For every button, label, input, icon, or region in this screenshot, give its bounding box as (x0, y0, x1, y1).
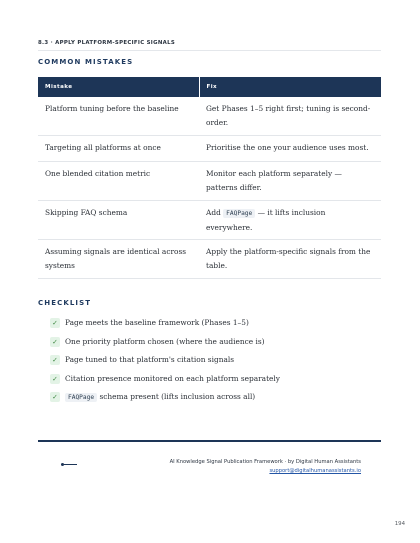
table-row (38, 136, 381, 162)
checklist-item-text: Citation presence monitored on each platform separately (65, 373, 280, 383)
checkmark-icon: ✓ (50, 374, 60, 384)
checklist-item-text: Page meets the baseline framework (Phases 1–5) (65, 318, 249, 327)
fix-suffix: — it lifts inclusion everywhere. (206, 208, 326, 232)
table-row (38, 162, 381, 201)
footer-attribution: AI Knowledge Signal Publication Framework · by Digital Human Assistants (169, 459, 361, 465)
table-row (38, 97, 381, 136)
checklist-item (50, 337, 280, 356)
mistake-cell: Targeting all platforms at once (38, 136, 199, 162)
column-header-mistake: Mistake (38, 77, 199, 97)
checklist-title: CHECKLIST (38, 299, 92, 307)
table-row (38, 240, 381, 279)
table-row (38, 201, 381, 240)
checklist-item (50, 355, 280, 374)
checkmark-icon: ✓ (50, 392, 60, 402)
table-header-row (38, 77, 381, 97)
checklist-item-text: One priority platform chosen (where the audience is) (65, 336, 265, 346)
checklist-item-text (65, 392, 255, 401)
fix-cell: Prioritise the one your audience uses most. (199, 136, 381, 162)
checklist-item (50, 318, 280, 337)
fix-prefix: Add (206, 208, 221, 217)
footer-credit (170, 458, 361, 476)
checkmark-icon: ✓ (50, 318, 60, 328)
page-number: 194 (394, 521, 405, 527)
brand-logo-icon (61, 461, 77, 467)
checkmark-icon: ✓ (50, 355, 60, 365)
footer-divider (38, 440, 381, 442)
checklist-item-text: Page tuned to that platform's citation signals (65, 355, 235, 365)
checklist-item (50, 392, 280, 411)
fix-cell: Monitor each platform separately — patterns differ. (199, 162, 381, 201)
column-header-fix: Fix (199, 77, 381, 97)
checklist (50, 318, 280, 411)
fix-cell (199, 201, 381, 240)
checklist-item-suffix: schema present (lifts inclusion across all) (99, 392, 256, 402)
fix-cell: Get Phases 1–5 right first; tuning is second-order. (199, 97, 381, 136)
checklist-item (50, 374, 280, 393)
mistake-cell: Platform tuning before the baseline (38, 97, 199, 136)
common-mistakes-title: COMMON MISTAKES (38, 58, 134, 66)
mistakes-table (38, 77, 381, 279)
faqpage-code: FAQPage (65, 393, 97, 402)
faqpage-code: FAQPage (223, 209, 255, 218)
fix-cell: Apply the platform-specific signals from the table. (199, 240, 381, 279)
checkmark-icon: ✓ (50, 337, 60, 347)
section-kicker: 8.3 · APPLY PLATFORM-SPECIFIC SIGNALS (38, 40, 381, 51)
mistake-cell: Assuming signals are identical across systems (38, 240, 199, 279)
mistake-cell: Skipping FAQ schema (38, 201, 199, 240)
mistake-cell: One blended citation metric (38, 162, 199, 201)
support-email-link[interactable]: support@digitalhumanassistants.io (269, 468, 361, 474)
